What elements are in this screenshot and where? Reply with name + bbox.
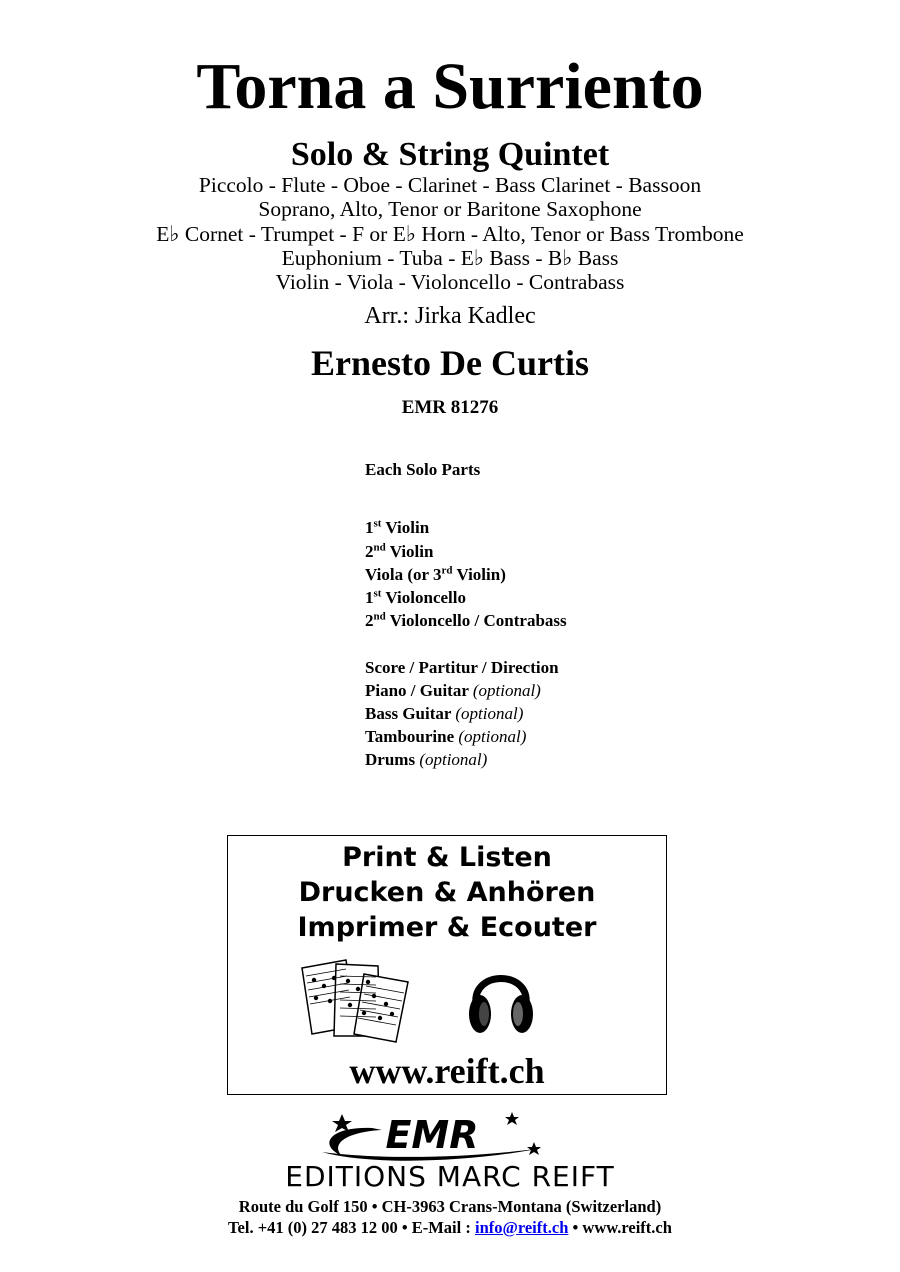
subtitle: Solo & String Quintet <box>290 136 610 173</box>
emr-logo-icon <box>312 1108 552 1164</box>
promo-line: Imprimer & Ecouter <box>297 912 597 943</box>
instrument-line: Violin - Viola - Violoncello - Contrabass <box>275 270 625 295</box>
instrument-line: E♭ Cornet - Trumpet - F or E♭ Horn - Alto, Tenor or Bass Trombone <box>156 221 744 246</box>
part-item: 1st Violin <box>365 517 430 538</box>
publisher-address: Route du Golf 150 • CH-3963 Crans-Montana (Switzerland) <box>238 1197 662 1216</box>
publisher-logo <box>250 1108 650 1193</box>
print-listen-box <box>227 835 667 1095</box>
instrument-list <box>0 173 900 294</box>
instrument-line: Piccolo - Flute - Oboe - Clarinet - Bass Clarinet - Bassoon <box>198 173 702 197</box>
instrument-line: Soprano, Alto, Tenor or Baritone Saxophone <box>258 197 642 222</box>
parts-list <box>365 458 567 771</box>
headphones-icon <box>466 956 536 1040</box>
catalog-number: EMR 81276 <box>401 397 499 418</box>
part-item: Drums (optional) <box>365 750 488 770</box>
email-link[interactable]: info@reift.ch <box>474 1218 569 1237</box>
logo-mark-text: EMR <box>385 1113 479 1157</box>
promo-line: Drucken & Anhören <box>298 877 596 908</box>
part-item: Score / Partitur / Direction <box>365 657 559 677</box>
publisher-contact: Tel. +41 (0) 27 483 12 00 • E-Mail : info@reift.ch • www.reift.ch <box>228 1218 672 1237</box>
part-item: Viola (or 3rd Violin) <box>365 564 506 584</box>
composer: Ernesto De Curtis <box>311 343 589 383</box>
part-item: 2nd Violoncello / Contrabass <box>365 610 567 631</box>
part-item: Bass Guitar (optional) <box>365 703 524 723</box>
parts-heading: Each Solo Parts <box>365 460 481 479</box>
website-link[interactable]: www.reift.ch <box>349 1051 545 1091</box>
promo-line: Print & Listen <box>342 842 552 873</box>
instrument-line: Euphonium - Tuba - E♭ Bass - B♭ Bass <box>281 245 619 270</box>
part-item: 1st Violoncello <box>365 587 466 607</box>
part-item: 2nd Violin <box>365 540 434 561</box>
sheet-music-icon <box>300 956 412 1044</box>
publisher-name: EDITIONS MARC REIFT <box>285 1160 615 1193</box>
arranger: Arr.: Jirka Kadlec <box>364 303 536 329</box>
part-item: Tambourine (optional) <box>365 727 527 747</box>
part-item: Piano / Guitar (optional) <box>365 680 541 700</box>
page-title: Torna a Surriento <box>196 50 704 123</box>
